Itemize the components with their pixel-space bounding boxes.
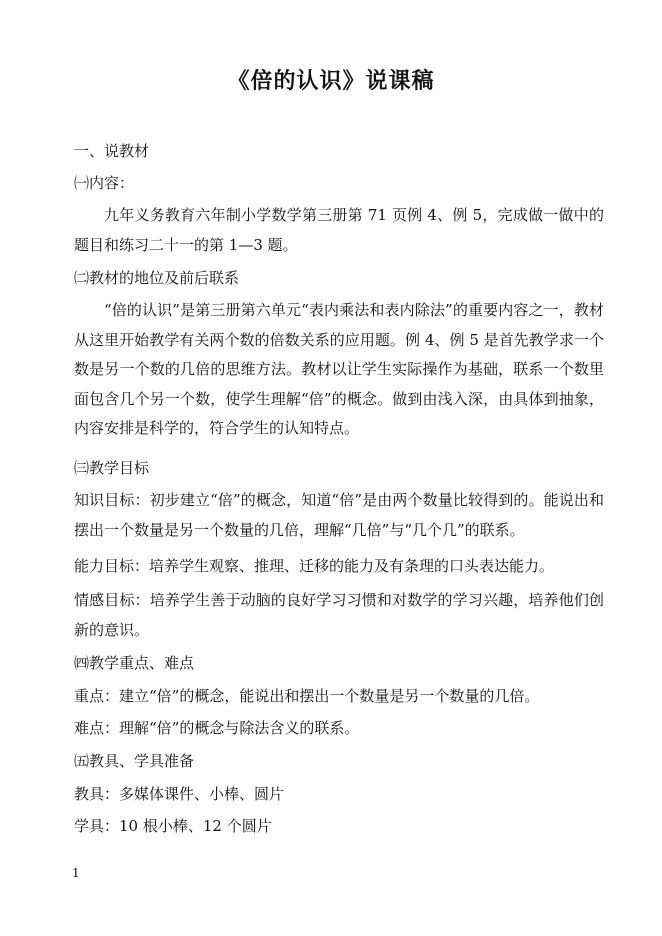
subheading-content: ㈠内容： bbox=[74, 174, 135, 192]
text-key-point: 重点：建立“倍”的概念，能说出和摆出一个数量是另一个数量的几倍。 bbox=[74, 687, 540, 705]
paragraph-emotion-goal: 情感目标：培养学生善于动脑的良好学习习惯和对数学的学习兴趣，培养他们创新的意识。 bbox=[74, 591, 604, 639]
text-difficult-point: 难点：理解“倍”的概念与除法含义的联系。 bbox=[74, 719, 360, 737]
page-number: 1 bbox=[72, 866, 80, 880]
subheading-teaching-aids: ㈤教具、学具准备 bbox=[74, 752, 195, 770]
subheading-position-and-links: ㈡教材的地位及前后联系 bbox=[74, 269, 240, 287]
subheading-teaching-goals: ㈢教学目标 bbox=[74, 459, 150, 477]
paragraph-ability-goal: 能力目标：培养学生观察、推理、迁移的能力及有条理的口头表达能力。 bbox=[74, 557, 555, 575]
paragraph-position-and-links: “倍的认识”是第三册第六单元“表内乘法和表内除法”的重要内容之一，教材从这里开始教学有关两个数的倍数关系的应用题。例 4、例 5 是首先教学求一个数是另一个数的几倍的思维方法。教材以让学生实际操作为基础，联系一个数里面包含几个另一个数，使学生理解“倍”的概念。做到由浅入深，由具体到抽象，内容安排是科学的，符合学生的认知特点。 bbox=[74, 301, 604, 437]
section-heading-teaching-material: 一、说教材 bbox=[74, 142, 150, 160]
paragraph-content: 九年义务教育六年制小学数学第三册第 71 页例 4、例 5，完成做一做中的题目和练习二十一的第 1—3 题。 bbox=[74, 206, 604, 254]
text-teaching-aids: 教具：多媒体课件、小棒、圆片 bbox=[74, 785, 285, 803]
text-learning-aids: 学具：10 根小棒、12 个圆片 bbox=[74, 817, 272, 835]
document-title: 《倍的认识》说课稿 bbox=[227, 68, 435, 94]
subheading-key-and-difficult-points: ㈣教学重点、难点 bbox=[74, 654, 195, 672]
paragraph-knowledge-goal: 知识目标：初步建立“倍”的概念，知道“倍”是由两个数量比较得到的。能说出和摆出一个数量是另一个数量的几倍，理解“几倍”与“几个几”的联系。 bbox=[74, 491, 604, 539]
